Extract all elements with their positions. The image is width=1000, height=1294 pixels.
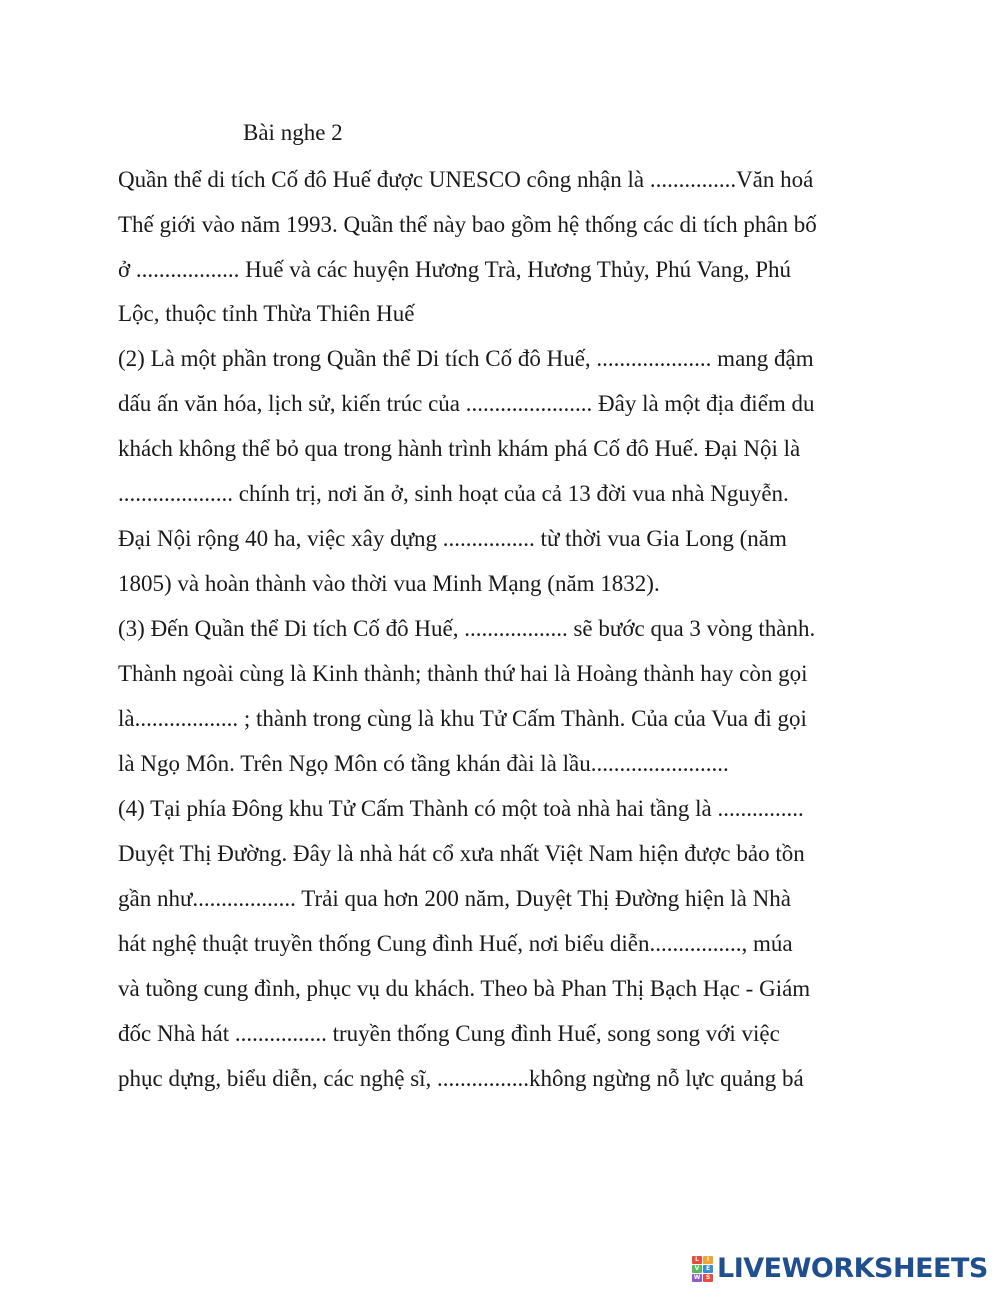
logo-mark-cell: L	[692, 1256, 702, 1264]
logo-mark-icon	[692, 1256, 714, 1282]
text-line: Đại Nội rộng 40 ha, việc xây dựng ................ từ thời vua Gia Long (năm	[118, 526, 787, 551]
logo-mark-cell: S	[703, 1274, 713, 1282]
text-line: là.................. ; thành trong cùng là khu Tử Cấm Thành. Của của Vua đi gọi	[118, 706, 807, 731]
text-line: Thế giới vào năm 1993. Quần thể này bao gồm hệ thống các di tích phân bố	[118, 212, 817, 237]
logo-mark-cell: V	[692, 1265, 702, 1273]
text-line: 1805) và hoàn thành vào thời vua Minh Mạng (năm 1832).	[118, 571, 660, 596]
liveworksheets-logo	[692, 1254, 988, 1284]
text-line: hát nghệ thuật truyền thống Cung đình Huế, nơi biểu diễn................, múa	[118, 931, 793, 956]
logo-text: LIVEWORKSHEETS	[717, 1253, 988, 1284]
text-line: .................... chính trị, nơi ăn ở, sinh hoạt của cả 13 đời vua nhà Nguyễn.	[118, 481, 789, 506]
text-line: đốc Nhà hát ................ truyền thống Cung đình Huế, song song với việc	[118, 1021, 780, 1046]
logo-mark-cell: E	[703, 1265, 713, 1273]
page-title: Bài nghe 2	[243, 120, 343, 145]
text-line: ở .................. Huế và các huyện Hương Trà, Hương Thủy, Phú Vang, Phú	[118, 257, 792, 282]
text-line: khách không thể bỏ qua trong hành trình khám phá Cố đô Huế. Đại Nội là	[118, 436, 801, 461]
text-line: Quần thể di tích Cố đô Huế được UNESCO công nhận là ...............Văn hoá	[118, 167, 814, 192]
text-line: Thành ngoài cùng là Kinh thành; thành thứ hai là Hoàng thành hay còn gọi	[118, 661, 808, 686]
text-line: dấu ấn văn hóa, lịch sử, kiến trúc của ...................... Đây là một địa điểm du	[118, 391, 815, 416]
logo-mark-cell: I	[703, 1256, 713, 1264]
logo-mark-cell: W	[693, 1274, 701, 1281]
text-line: phục dựng, biểu diễn, các nghệ sĩ, ................không ngừng nỗ lực quảng bá	[118, 1066, 804, 1091]
text-line: (4) Tại phía Đông khu Tử Cấm Thành có một toà nhà hai tầng là ...............	[118, 796, 804, 821]
text-line: (2) Là một phần trong Quần thể Di tích Cố đô Huế, .................... mang đậm	[118, 346, 814, 371]
text-line: là Ngọ Môn. Trên Ngọ Môn có tầng khán đài là lầu........................	[118, 751, 729, 776]
text-line: Duyệt Thị Đường. Đây là nhà hát cổ xưa nhất Việt Nam hiện được bảo tồn	[118, 841, 805, 866]
text-line: Lộc, thuộc tỉnh Thừa Thiên Huế	[118, 301, 415, 326]
text-line: (3) Đến Quần thể Di tích Cố đô Huế, .................. sẽ bước qua 3 vòng thành.	[118, 616, 816, 641]
text-line: và tuồng cung đình, phục vụ du khách. Theo bà Phan Thị Bạch Hạc - Giám	[118, 976, 811, 1001]
text-line: gần như.................. Trải qua hơn 200 năm, Duyệt Thị Đường hiện là Nhà	[118, 886, 791, 911]
